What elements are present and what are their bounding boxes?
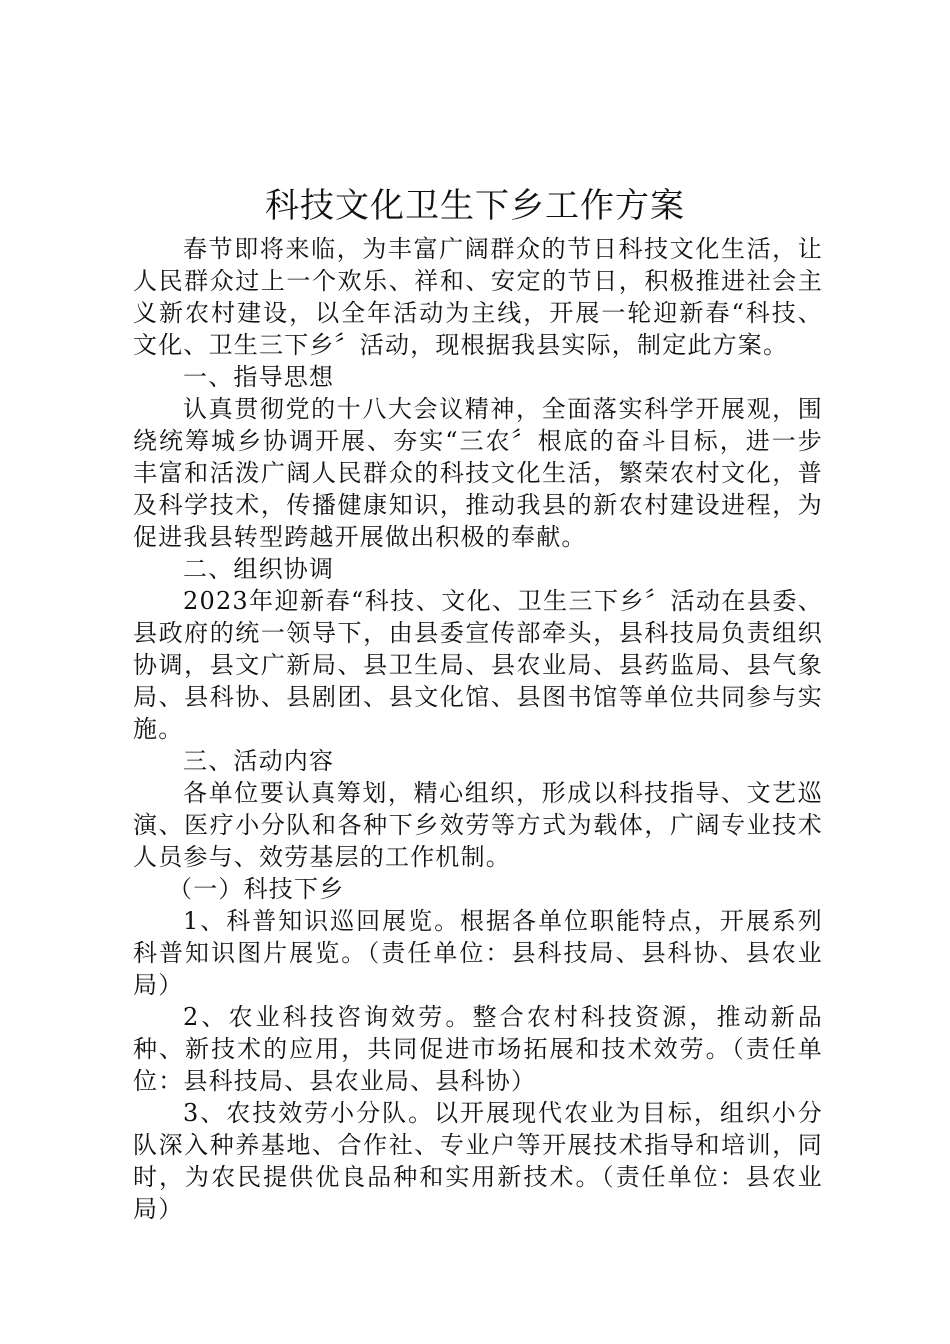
item-2-paragraph: 2、农业科技咨询效劳。整合农村科技资源，推动新品种、新技术的应用，共同促进市场拓展和技术效劳。（责任单位：县科技局、县农业局、县科协）: [133, 1003, 823, 1095]
activity-content-paragraph: 各单位要认真筹划，精心组织，形成以科技指导、文艺巡演、医疗小分队和各种下乡效劳等方式为载体，广阔专业技术人员参与、效劳基层的工作机制。: [133, 779, 823, 871]
document-title: 科技文化卫生下乡工作方案: [265, 186, 685, 226]
section-heading-guiding-ideology: 一、指导思想: [183, 363, 335, 391]
document-body: [133, 233, 823, 1225]
section-heading-activity-content: 三、活动内容: [183, 747, 335, 775]
organization-paragraph: 2023年迎新春“科技、文化、卫生三下乡〞活动在县委、县政府的统一领导下，由县委宣传部牵头，县科技局负责组织协调，县文广新局、县卫生局、县农业局、县药监局、县气象局、县科协、县剧团、县文化馆、县图书馆等单位共同参与实施。: [133, 587, 823, 743]
item-1-paragraph: 1、科普知识巡回展览。根据各单位职能特点，开展系列科普知识图片展览。（责任单位：县科技局、县科协、县农业局）: [133, 907, 823, 999]
intro-paragraph: 春节即将来临，为丰富广阔群众的节日科技文化生活，让人民群众过上一个欢乐、祥和、安定的节日，积极推进社会主义新农村建设，以全年活动为主线，开展一轮迎新春“科技、文化、卫生三下乡〞活动，现根据我县实际，制定此方案。: [133, 235, 823, 359]
item-3-paragraph: 3、农技效劳小分队。以开展现代农业为目标，组织小分队深入种养基地、合作社、专业户等开展技术指导和培训，同时，为农民提供优良品种和实用新技术。（责任单位：县农业局）: [133, 1099, 823, 1223]
guiding-ideology-paragraph: 认真贯彻党的十八大会议精神，全面落实科学开展观，围绕统筹城乡协调开展、夯实“三农〞根底的奋斗目标，进一步丰富和活泼广阔人民群众的科技文化生活，繁荣农村文化，普及科学技术，传播健康知识，推动我县的新农村建设进程，为促进我县转型跨越开展做出积极的奉献。: [133, 395, 823, 551]
section-heading-organization: 二、组织协调: [183, 555, 335, 583]
subsection-heading-tech-to-countryside: （一）科技下乡: [168, 875, 345, 903]
